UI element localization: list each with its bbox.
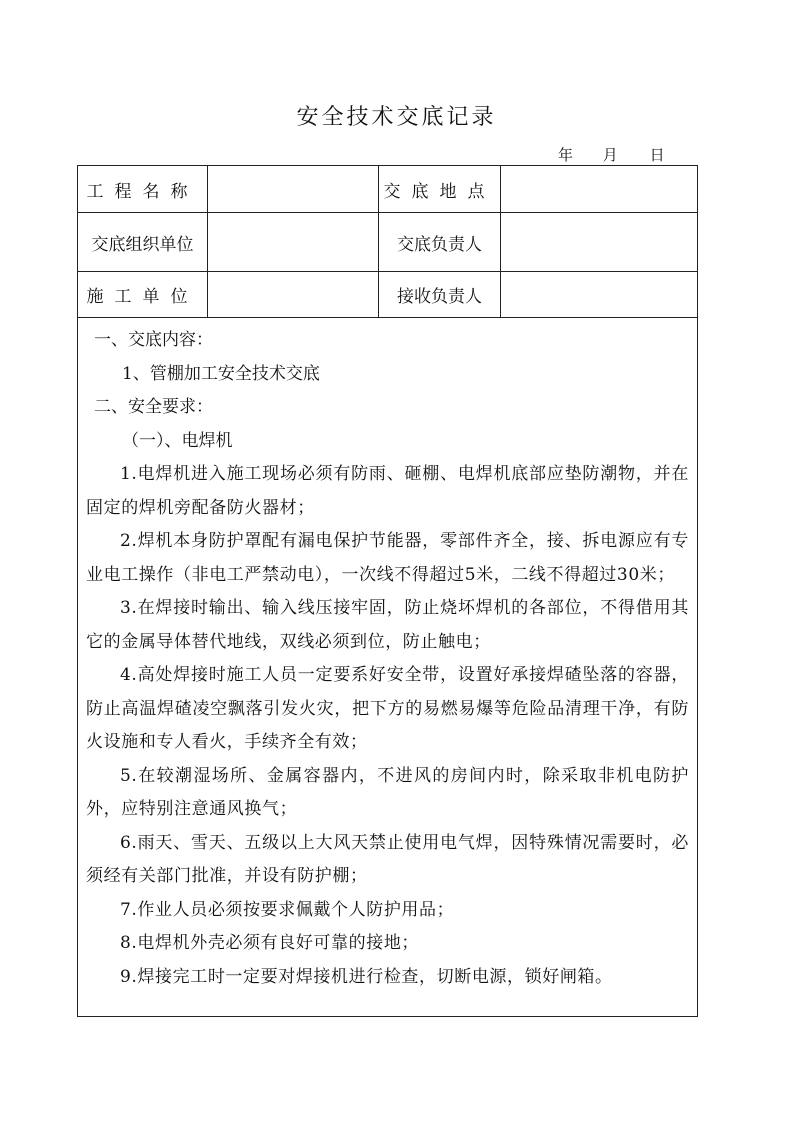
requirement-paragraph: 1.电焊机进入施工现场必须有防雨、砸棚、电焊机底部应垫防潮物，并在固定的焊机旁配备防火器材； <box>86 464 689 518</box>
requirement-paragraph: 4.高处焊接时施工人员一定要系好安全带，设置好承接焊碴坠落的容器，防止高温焊碴凌空飘落引发火灾，把下方的易燃易爆等危险品清理干净，有防火设施和专人看火，手续齐全有效； <box>86 665 689 752</box>
requirement-paragraph: 2.焊机本身防护罩配有漏电保护节能器，零部件齐全，接、拆电源应有专业电工操作（非电工严禁动电），一次线不得超过5米，二线不得超过30米； <box>86 531 689 585</box>
org-unit-field[interactable] <box>208 213 379 272</box>
org-unit-label: 交底组织单位 <box>78 213 208 272</box>
subsection-heading: （一）、电焊机 <box>122 430 233 451</box>
content-body <box>78 318 697 1004</box>
project-name-label: 工程名称 <box>78 166 208 213</box>
location-field[interactable] <box>501 166 698 213</box>
date-year: 年 <box>558 146 574 164</box>
requirement-paragraph: 5.在较潮湿场所、金属容器内，不进风的房间内时，除采取非机电防护外，应特别注意通风换气； <box>86 765 689 819</box>
content-cell <box>78 318 698 1017</box>
requirement-paragraph: 8.电焊机外壳必须有良好可靠的接地； <box>120 933 420 953</box>
project-name-field[interactable] <box>208 166 379 213</box>
document-title: 安全技术交底记录 <box>296 105 497 130</box>
content-item-1: 1、管棚加工安全技术交底 <box>122 363 320 384</box>
date-line <box>558 144 665 165</box>
location-label: 交底地点 <box>379 166 501 213</box>
record-form <box>77 165 698 1017</box>
date-month: 月 <box>602 146 618 164</box>
date-day: 日 <box>649 146 665 164</box>
section-heading-1: 一、交底内容： <box>94 330 213 350</box>
requirement-paragraph: 3.在焊接时输出、输入线压接牢固，防止烧坏焊机的各部位，不得借用其它的金属导体替代地线，双线必须到位，防止触电； <box>86 598 689 652</box>
receiver-field[interactable] <box>501 272 698 318</box>
requirement-paragraph: 9.焊接完工时一定要对焊接机进行检查，切断电源，锁好闸箱。 <box>120 966 613 987</box>
requirement-paragraph: 6.雨天、雪天、五级以上大风天禁止使用电气焊，因特殊情况需要时，必须经有关部门批准，并设有防护棚； <box>86 832 689 886</box>
receiver-label: 接收负责人 <box>379 272 501 318</box>
construction-unit-field[interactable] <box>208 272 379 318</box>
construction-unit-label: 施工单位 <box>78 272 208 318</box>
responsible-field[interactable] <box>501 213 698 272</box>
requirement-paragraph: 7.作业人员必须按要求佩戴个人防护用品； <box>120 899 455 920</box>
responsible-label: 交底负责人 <box>379 213 501 272</box>
section-heading-2: 二、安全要求： <box>94 397 213 417</box>
